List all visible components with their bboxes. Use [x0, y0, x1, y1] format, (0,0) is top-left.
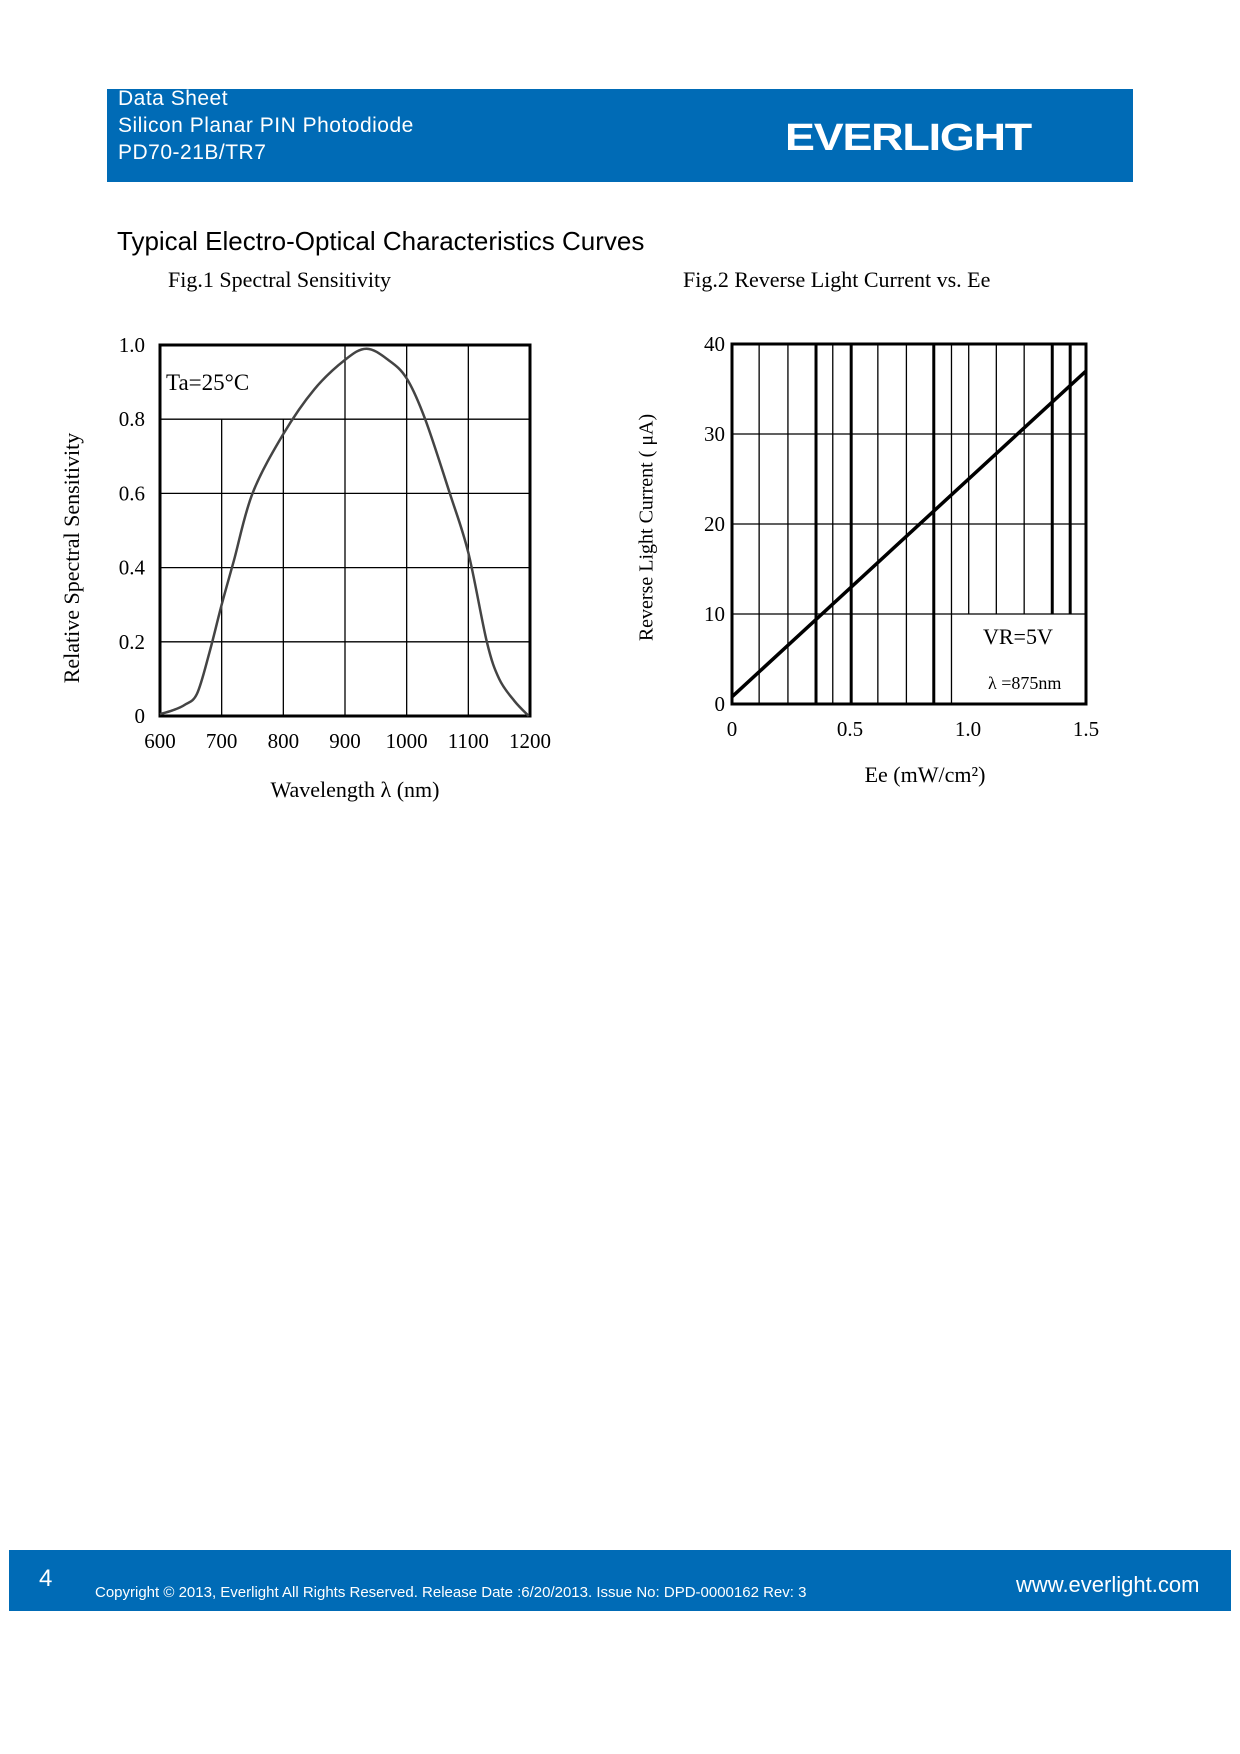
- fig2-title: Fig.2 Reverse Light Current vs. Ee: [683, 267, 991, 292]
- y-tick-label: 0.4: [118, 555, 145, 580]
- fig1-y-axis-label: Relative Spectral Sensitivity: [59, 432, 84, 684]
- part-number: PD70-21B/TR7: [118, 141, 267, 164]
- x-tick-label: 1.5: [1072, 717, 1100, 741]
- x-tick-label: 0: [726, 717, 738, 741]
- x-tick-label: 700: [205, 729, 238, 753]
- fig1-temperature-annotation: Ta=25°C: [166, 370, 250, 395]
- fig2-x-axis-label: Ee (mW/cm²): [864, 762, 986, 787]
- website-link[interactable]: www.everlight.com: [1016, 1572, 1200, 1597]
- everlight-logo: EVERLIGHT: [785, 117, 1031, 159]
- doc-type: Data Sheet: [118, 87, 229, 110]
- y-tick-label: 40: [704, 332, 725, 356]
- fig2-chart: [0, 0, 1240, 820]
- x-tick-label: 1100: [447, 729, 489, 753]
- y-tick-label: 0.6: [118, 481, 145, 506]
- y-tick-label: 0.8: [118, 407, 145, 432]
- y-tick-label: 0.2: [118, 629, 145, 654]
- fig2-y-axis-label: Reverse Light Current ( μA): [635, 413, 658, 642]
- fig2-wavelength-annotation: λ =875nm: [988, 673, 1062, 693]
- fig1-x-axis-label: Wavelength λ (nm): [270, 777, 440, 802]
- y-tick-label: 20: [704, 512, 725, 536]
- fig2-voltage-annotation: VR=5V: [983, 624, 1053, 649]
- y-tick-label: 0: [134, 704, 145, 728]
- x-tick-label: 1000: [385, 729, 428, 753]
- x-tick-label: 0.5: [836, 717, 864, 741]
- x-tick-label: 800: [267, 729, 300, 753]
- y-tick-label: 30: [704, 422, 725, 446]
- y-tick-label: 0: [714, 692, 725, 716]
- x-tick-label: 900: [329, 729, 361, 753]
- fig1-title: Fig.1 Spectral Sensitivity: [168, 267, 392, 292]
- product-description: Silicon Planar PIN Photodiode: [118, 114, 414, 137]
- x-tick-label: 1200: [509, 729, 551, 753]
- section-title: Typical Electro-Optical Characteristics Curves: [117, 226, 645, 256]
- copyright-text: Copyright © 2013, Everlight All Rights Reserved. Release Date :6/20/2013. Issue No: DPD-0000162 Rev: 3: [95, 1584, 807, 1601]
- page-number: 4: [39, 1565, 53, 1592]
- x-tick-label: 600: [144, 729, 176, 753]
- y-tick-label: 1.0: [118, 333, 145, 357]
- x-tick-label: 1.0: [954, 717, 982, 741]
- y-tick-label: 10: [704, 602, 725, 626]
- footer-bar: [9, 1550, 1231, 1611]
